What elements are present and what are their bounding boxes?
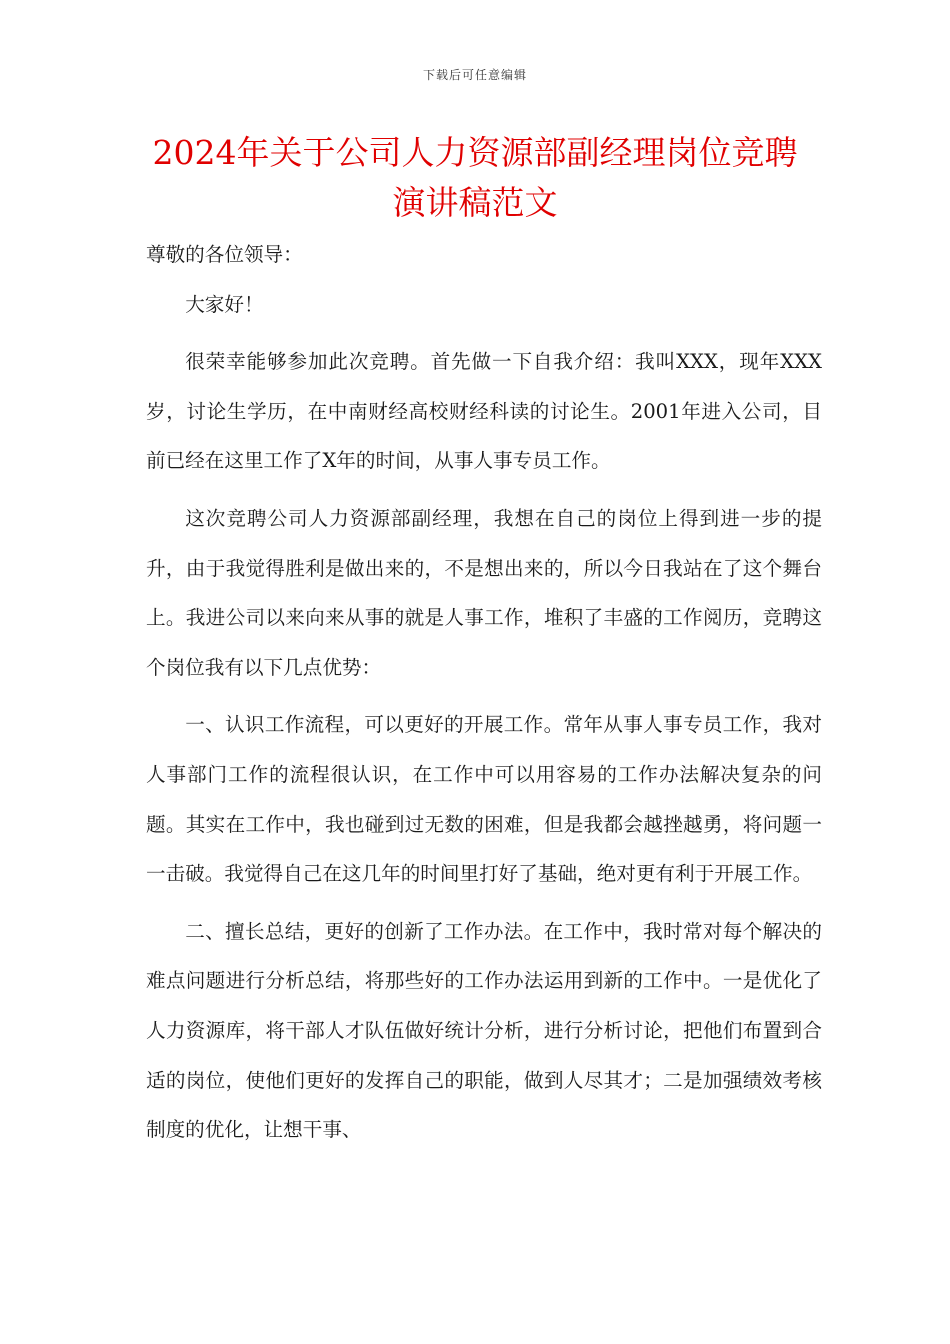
paragraph-greeting: 大家好！ xyxy=(185,292,264,316)
header-note: 下载后可任意编辑 xyxy=(422,68,527,82)
document-title: 2024年关于公司人力资源部副经理岗位竞聘演讲稿范文 xyxy=(152,133,798,222)
paragraph-advantage-two: 二、擅长总结，更好的创新了工作办法。在工作中，我时常对每个解决的难点问题进行分析总结，将那些好的工作办法运用到新的工作中。一是优化了人力资源库，将干部人才队伍做好统计分析，进行分析讨论，把他们布置到合适的岗位，使他们更好的发挥自己的职能，做到人尽其才；二是加强绩效考核制度的优化，让想干事、 xyxy=(146,919,822,1142)
salutation: 尊敬的各位领导： xyxy=(146,243,303,266)
paragraph-advantage-one: 一、认识工作流程，可以更好的开展工作。常年从事人事专员工作，我对人事部门工作的流程很认识，在工作中可以用容易的工作办法解决复杂的问题。其实在工作中，我也碰到过无数的困难，但是我都会越挫越勇，将问题一一击破。我觉得自己在这几年的时间里打好了基础，绝对更有利于开展工作。 xyxy=(146,713,822,886)
document-body xyxy=(146,230,822,1163)
paragraph-introduction: 很荣幸能够参加此次竞聘。首先做一下自我介绍：我叫XXX，现年XXX岁，讨论生学历，在中南财经高校财经科读的讨论生。2001年进入公司，目前已经在这里工作了X年的时间，从事人事专员工作。 xyxy=(146,350,822,473)
paragraph-motivation: 这次竞聘公司人力资源部副经理，我想在自己的岗位上得到进一步的提升，由于我觉得胜利是做出来的，不是想出来的，所以今日我站在了这个舞台上。我进公司以来向来从事的就是人事工作，堆积了丰盛的工作阅历，竞聘这个岗位我有以下几点优势： xyxy=(146,506,822,679)
